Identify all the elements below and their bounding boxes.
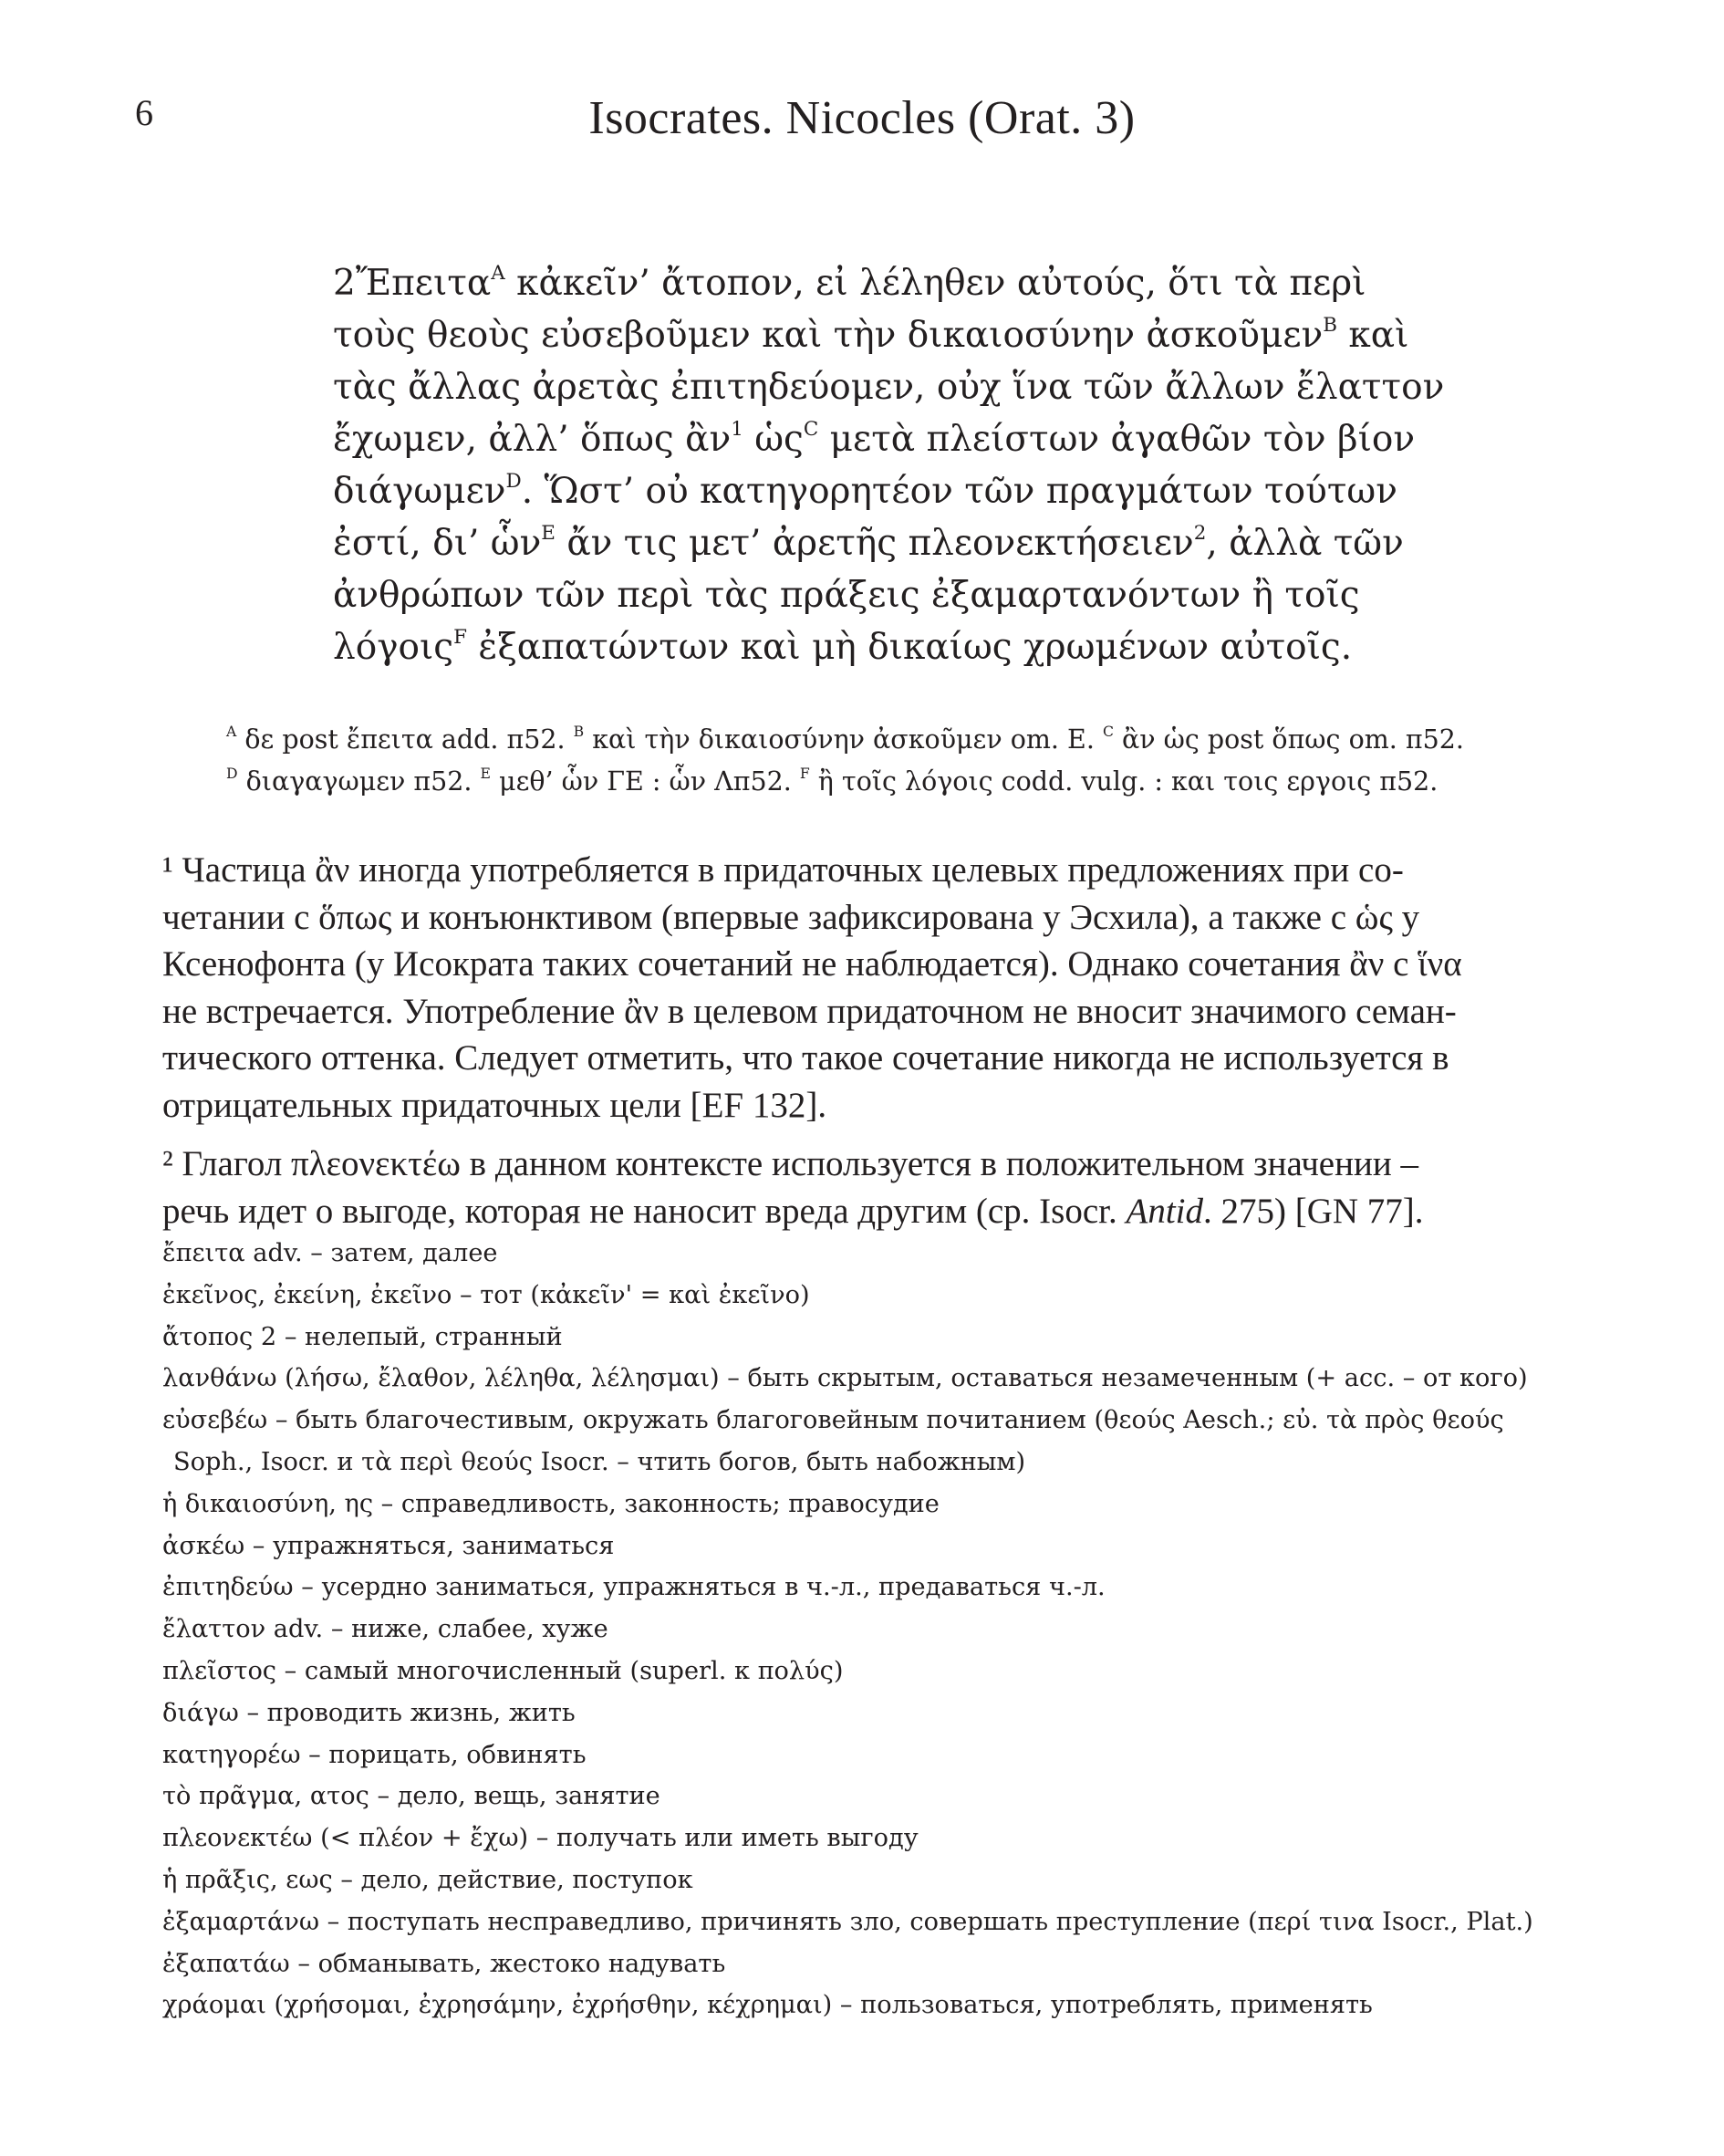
vocabulary-entry: πλεονεκτέω (< πλέον + ἔχω) – получать или иметь выгоду (162, 1824, 919, 1853)
greek-line (333, 569, 1409, 621)
apparatus-marker: D (505, 469, 522, 493)
greek-segment: Ἔπειτα (355, 263, 492, 304)
greek-line (333, 309, 1409, 361)
apparatus-segment: ἂν ὡς post ὅπως om. π52. (1113, 724, 1464, 755)
apparatus-segment: μεθ’ ὧν ΓΕ : ὧν Λπ52. (490, 766, 800, 797)
note-line: отрицательных придаточных цели [EF 132]. (162, 1085, 827, 1125)
greek-line (333, 257, 1409, 309)
apparatus-marker: E (541, 521, 556, 545)
note-segment: . 275) [GN 77]. (1203, 1191, 1424, 1231)
apparatus-marker: D (226, 765, 238, 783)
vocabulary-entry: ἡ πρᾶξις, εως – дело, действие, поступок (162, 1865, 693, 1894)
footnote-marker: 1 (731, 417, 743, 441)
greek-line (333, 361, 1445, 413)
vocabulary-entry: χράομαι (χρήσομαι, ἐχρησάμην, ἐχρήσθην, κέχρημαι) – пользоваться, употреблять, применять (162, 1991, 1373, 2020)
note-line: не встречается. Употребление ἂν в целевом придаточном не вносит значимого семан- (162, 991, 1457, 1031)
apparatus-marker: C (803, 417, 819, 441)
greek-line (333, 621, 1409, 673)
vocabulary-entry: εὐσεβέω – быть благочестивым, окружать благоговейным почитанием (θεούς Aesch.; εὐ. τὰ πρὸς θεούς (162, 1406, 1504, 1435)
apparatus-marker: A (226, 723, 237, 741)
note-line (162, 1188, 1585, 1235)
apparatus-marker: B (1323, 313, 1338, 337)
greek-segment: . Ὥστ’ οὐ κατηγορητέον τῶν πραγμάτων τούτων (521, 471, 1397, 512)
apparatus-marker: E (480, 765, 491, 783)
apparatus-segment: καὶ τὴν δικαιοσύνην ἀσκοῦμεν om. E. (584, 724, 1103, 755)
vocabulary-entry: ἀσκέω – упражняться, заниматься (162, 1531, 615, 1560)
note-line: ¹ Частица ἂν иногда употребляется в придаточных целевых предложениях при со- (162, 850, 1404, 890)
running-title: Isocrates. Nicocles (Orat. 3) (588, 92, 1136, 144)
critical-apparatus (226, 719, 1521, 803)
apparatus-segment: δε post ἔπειτα add. π52. (236, 724, 574, 755)
note-line: Ксенофонта (у Исократа таких сочетаний не наблюдается). Однако сочетания ἂν с ἵνα (162, 944, 1462, 984)
vocabulary-list (162, 1233, 1585, 2026)
note-line: четании с ὅπως и конъюнктивом (впервые зафиксирована у Эсхила), а также с ὡς у (162, 897, 1420, 937)
greek-segment: ἀνθρώπων τῶν περὶ τὰς πράξεις ἐξαμαρτανόντων ἢ τοῖς (333, 575, 1360, 616)
greek-segment: διάγωμεν (333, 471, 506, 512)
greek-segment: τὰς ἄλλας ἀρετὰς ἐπιτηδεύομεν, οὐχ ἵνα τῶν ἄλλων ἔλαττον (333, 367, 1445, 408)
apparatus-marker: B (573, 723, 585, 741)
vocabulary-entry: ἐπιτηδεύω – усердно заниматься, упражняться в ч.-л., предаваться ч.-л. (162, 1573, 1106, 1602)
vocabulary-entry: κατηγορέω – порицать, обвинять (162, 1740, 587, 1769)
greek-segment: κἀκεῖν’ ἄτοπον, εἰ λέληθεν αὐτούς, ὅτι τὰ περὶ (504, 263, 1366, 304)
note-italic-reference: Antid (1126, 1191, 1203, 1231)
vocabulary-entry: ἔλαττον adv. – ниже, слабее, хуже (162, 1615, 608, 1644)
greek-segment: λόγοις (333, 627, 454, 668)
greek-text (333, 257, 1445, 673)
greek-line (333, 517, 1409, 569)
apparatus-segment: διαγαγωμεν π52. (237, 766, 481, 797)
greek-segment: ἐξαπατώντων καὶ μὴ δικαίως χρωμένων αὐτοῖς. (467, 627, 1353, 668)
vocabulary-entry: ἔπειτα adv. – затем, далее (162, 1239, 498, 1267)
section-number: 2 (333, 263, 356, 304)
note-line: ² Глагол πλεονεκτέω в данном контексте используется в положительном значении – (162, 1144, 1418, 1183)
greek-segment: καὶ (1337, 315, 1409, 356)
apparatus-marker: F (799, 765, 810, 783)
vocabulary-entry: ἐξαμαρτάνω – поступать несправедливо, причинять зло, совершать преступление (περί τινα Isocr., Plat.) (162, 1907, 1533, 1936)
apparatus-marker: C (1102, 723, 1114, 741)
vocabulary-entry: διάγω – проводить жизнь, жить (162, 1698, 576, 1727)
vocabulary-entry: τὸ πρᾶγμα, ατος – дело, вещь, занятие (162, 1782, 660, 1811)
vocabulary-entry: ἐξαπατάω – обманывать, жестоко надувать (162, 1949, 726, 1978)
vocabulary-entry: πλεῖστος – самый многочисленный (superl. к πολύς) (162, 1656, 844, 1685)
greek-segment: ἄν τις μετ’ ἀρετῆς πλεονεκτήσειεν (555, 523, 1194, 564)
apparatus-segment: ἢ τοῖς λόγοις codd. vulg. : και τοις εργοις π52. (809, 766, 1438, 797)
footnote-marker: 2 (1193, 521, 1207, 545)
vocabulary-entry: ἄτοπος 2 – нелепый, странный (162, 1322, 563, 1351)
footnote-2 (162, 1140, 1585, 1234)
greek-line (333, 413, 1416, 465)
apparatus-marker: F (453, 625, 467, 649)
greek-segment: ὡς (743, 419, 804, 460)
vocabulary-entry: ἐκεῖνος, ἐκείνη, ἐκεῖνο – тот (κἀκεῖν' = καὶ ἐκεῖνο) (162, 1280, 810, 1309)
greek-segment: ἐστί, δι’ ὧν (333, 523, 542, 564)
vocabulary-entry: ἡ δικαιοσύνη, ης – справедливость, законность; правосудие (162, 1489, 940, 1518)
footnote-1 (162, 847, 1585, 1129)
commentary-notes (162, 847, 1585, 1246)
greek-segment: μετὰ πλείστων ἀγαθῶν τὸν βίον (818, 419, 1416, 460)
apparatus-line (226, 719, 1521, 761)
note-line: тического оттенка. Следует отметить, что такое сочетание никогда не используется в (162, 1038, 1449, 1078)
greek-segment: τοὺς θεοὺς εὐσεβοῦμεν καὶ τὴν δικαιοσύνην ἀσκοῦμεν (333, 315, 1324, 356)
vocabulary-entry-continuation: Soph., Isocr. и τὰ περὶ θεούς Isocr. – чтить богов, быть набожным) (173, 1447, 1026, 1476)
note-segment: речь идет о выгоде, которая не наносит вреда другим (ср. Isocr. (162, 1191, 1127, 1231)
page-number: 6 (135, 92, 153, 133)
apparatus-line (226, 761, 1521, 803)
greek-segment: , ἀλλὰ τῶν (1206, 523, 1404, 564)
vocabulary-entry: λανθάνω (λήσω, ἔλαθον, λέληθα, λέλησμαι) – быть скрытым, оставаться незамеченным (+ acc. – от кого) (162, 1364, 1528, 1393)
greek-line (333, 465, 1409, 517)
greek-segment: ἔχωμεν, ἀλλ’ ὅπως ἂν (333, 419, 732, 460)
apparatus-marker: A (491, 261, 505, 285)
